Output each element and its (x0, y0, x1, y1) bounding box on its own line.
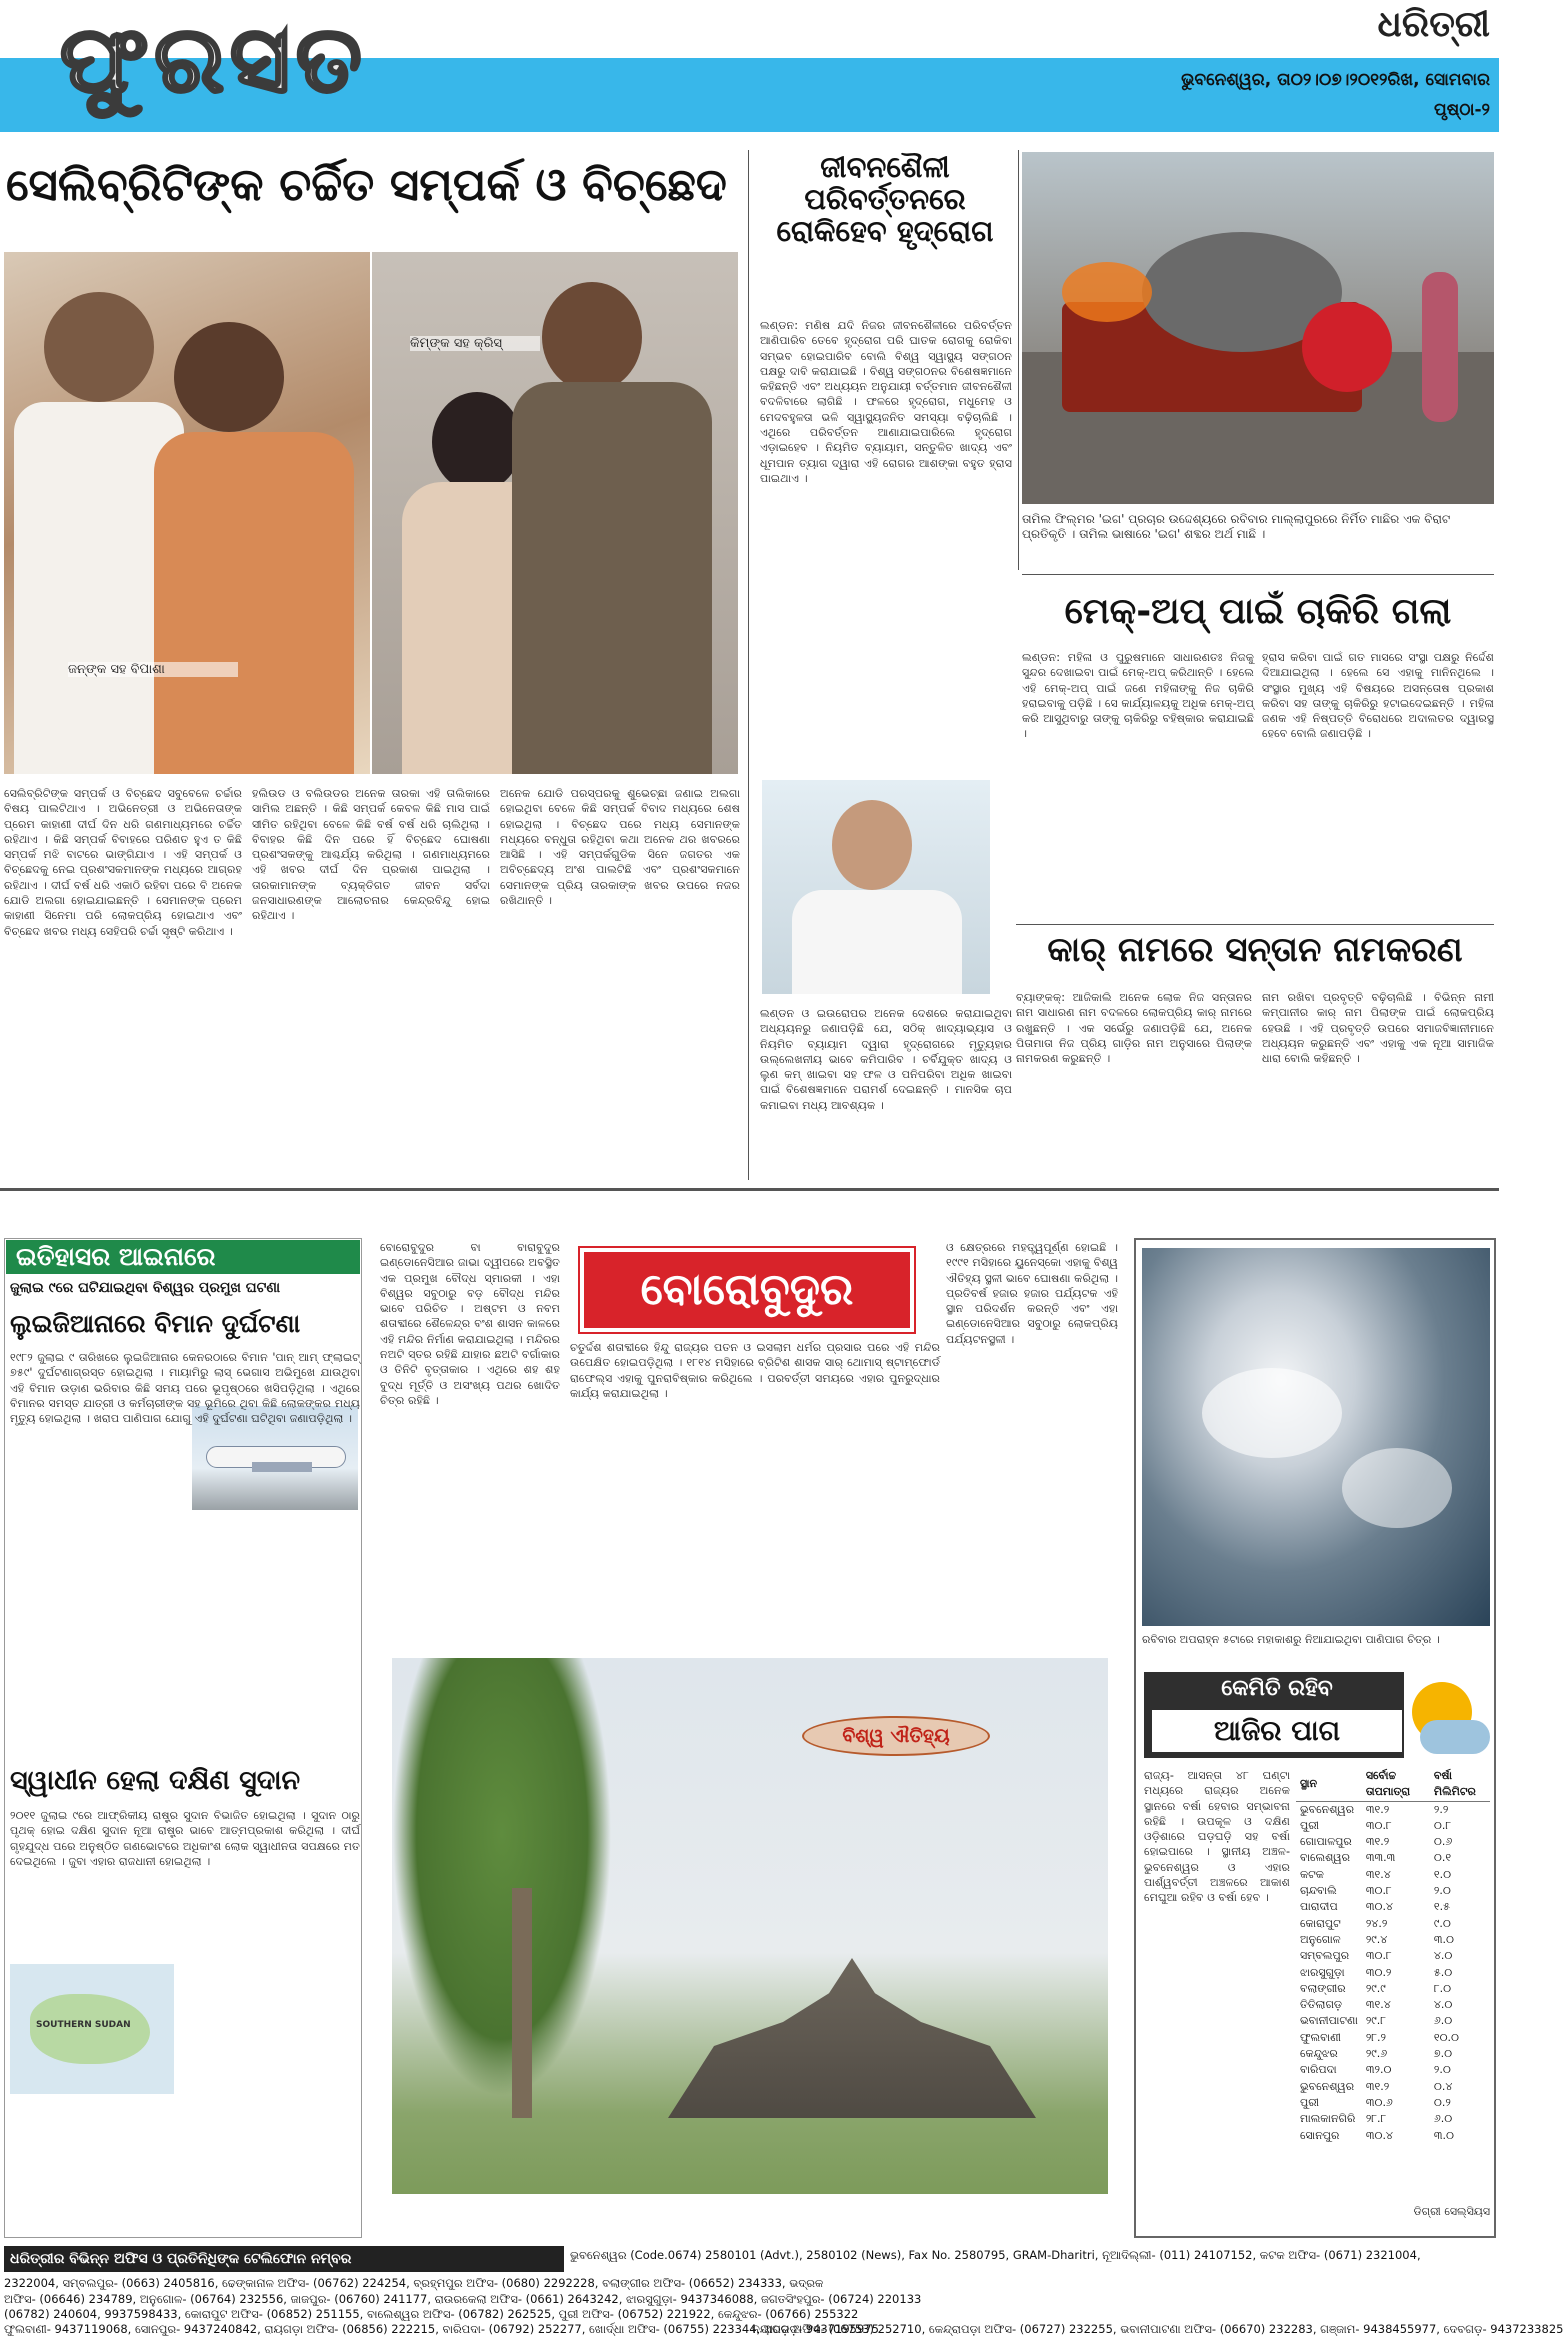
weather-cell-rainfall: ୪.୦ (1433, 1998, 1453, 2012)
person-head-shape-4 (542, 282, 642, 392)
weather-row (1296, 2095, 1490, 2111)
weather-cell-place: ଗୋପାଳପୁର (1300, 1835, 1352, 1849)
weather-cell-place: ବାଲେଶ୍ୱର (1300, 1851, 1350, 1865)
weather-cell-rainfall: ୨.୦ (1433, 2063, 1451, 2077)
weather-row (1296, 1834, 1490, 1850)
person-head-shape (44, 292, 154, 402)
weather-cell-max-temp: ୨୯.୯ (1365, 1981, 1386, 1995)
weather-cell-place: ତିତିଲାଗଡ଼ (1300, 1998, 1343, 2012)
weather-cell-rainfall: ୪.୦ (1433, 1949, 1453, 1963)
table-header-max-temp: ସର୍ବୋଚ୍ଚ ତାପମାତ୍ରା (1362, 1768, 1430, 1801)
weather-row (1296, 2013, 1490, 2029)
weather-row (1296, 1948, 1490, 1964)
footer-line-2: 2322004, ସମ୍ବଲପୁର- (0663) 2405816, ଢେଙ୍କାନାଳ ଅଫିସ- (06762) 224254, ବ୍ରହ୍ମପୁର ଅଫିସ- (0680) 2292228, ବଲାଙ୍ଗୀର ଅଫିସ- (06652) 234333, ଭଦ୍ରକ (4, 2276, 824, 2290)
celebrity-body-col3: ଅନେକ ଯୋଡି ପରସ୍ପରକୁ ଶୁଭେଚ୍ଛା ଜଣାଇ ଅଲଗା ହୋଇଥିବା ବେଳେ କିଛି ସମ୍ପର୍କ ବିବାଦ ମଧ୍ୟରେ ଶେଷ ହୋଇଥିଲା । ବିଚ୍ଛେଦ ପରେ ମଧ୍ୟ ସେମାନଙ୍କ ମଧ୍ୟରେ ବନ୍ଧୁତା ରହିଥିବା କଥା ଅନେକ ଥର ଖବରରେ ଆସିଛି । ଏହି ସମ୍ପର୍କଗୁଡିକ ସିନେ ଜଗତର ଏକ ଅବିଚ୍ଛେଦ୍ୟ ଅଂଶ ପାଲଟିଛି ଏବଂ ପ୍ରଶଂସକମାନେ ସେମାନଙ୍କ ପ୍ରିୟ ତାରକାଙ୍କ ଖବର ଉପରେ ନଜର ରଖିଥାନ୍ତି । (500, 787, 740, 908)
weather-row (1296, 1867, 1490, 1883)
weather-cell-max-temp: ୩୩.୩ (1365, 1851, 1396, 1865)
weather-cell-place: ମାଲକାନଗିରି (1300, 2112, 1356, 2126)
weather-cell-place: କେନ୍ଦୁଝର (1300, 2047, 1338, 2061)
borobudur-col3: ଓ କ୍ଷେତ୍ରରେ ମହତ୍ତ୍ୱପୂର୍ଣ୍ଣ ହୋଇଛି । ୧୯୯୧ ମସିହାରେ ୟୁନେସ୍କୋ ଏହାକୁ ବିଶ୍ୱ ଐତିହ୍ୟ ସ୍ଥଳୀ ଭାବେ ଘୋଷଣା କରିଥିଲା । ପ୍ରତିବର୍ଷ ହଜାର ହଜାର ପର୍ଯ୍ୟଟକ ଏହି ସ୍ଥାନ ପରିଦର୍ଶନ କରନ୍ତି ଏବଂ ଏହା ଇଣ୍ଡୋନେସିଆର ସବୁଠାରୁ ଲୋକପ୍ରିୟ ପର୍ଯ୍ୟଟନସ୍ଥଳୀ । (946, 1241, 1118, 1346)
weather-cell-max-temp: ୨୮.୮ (1365, 2112, 1387, 2126)
column-divider-2 (1018, 150, 1019, 570)
weather-cell-rainfall: ୦.୨ (1433, 2095, 1451, 2109)
weather-cell-rainfall: ୦.୮ (1433, 1818, 1452, 1832)
weather-row (1296, 1850, 1490, 1866)
weather-cell-rainfall: ୫.୦ (1433, 1965, 1453, 1979)
photo1-caption: ଜନ୍‌ଙ୍କ ସହ ବିପାଶା (68, 662, 238, 677)
footer-line-6: ନୟାଗଡ଼ ଅଫିସ- (06753) 252710, କେନ୍ଦ୍ରାପଡ଼ା ଅଫିସ- (06727) 232255, ଭବାନୀପାଟଣା ଅଫିସ- (06670) 232283, ଗଞ୍ଜାମ- 9438455977, ଦେବଗଡ଼- 9437233825 (752, 2322, 1563, 2336)
cloud-icon (1420, 1720, 1490, 1754)
footer-title: ଧରିତ୍ରୀର ବିଭିନ୍ନ ଅଫିସ ଓ ପ୍ରତିନିଧିଙ୍କ ଟେଲିଫୋନ ନମ୍ବର (4, 2246, 564, 2272)
weather-cell-rainfall: ୭.୦ (1433, 2047, 1453, 2061)
photo2-caption: କିମ୍‌ଙ୍କ ସହ କ୍ରିସ୍ (410, 336, 540, 351)
weather-cell-rainfall: ୧.୫ (1433, 1900, 1450, 1914)
horizontal-separator (0, 1188, 1499, 1191)
weather-cell-rainfall: ୬.୦ (1433, 2112, 1453, 2126)
car-headline: କାର୍ ନାମରେ ସନ୍ତାନ ନାମକରଣ (1047, 930, 1463, 970)
borobudur-photo (392, 1658, 1108, 2194)
map-label: SOUTHERN SUDAN (36, 2020, 131, 2030)
weather-title-big: ଆଜିର ପାଗ (1152, 1710, 1402, 1752)
fly-wing-shape (1062, 262, 1152, 322)
weather-cell-max-temp: ୩୦.୬ (1365, 2095, 1393, 2109)
footer-line-1: ଭୁବନେଶ୍ୱର (Code.0674) 2580101 (Advt.), 2580102 (News), Fax No. 2580795, GRAM-Dharitri, ନୂଆଦିଲ୍ଲୀ- (011) 24107152, କଟକ ଅଫିସ- (0671) 2321004, (570, 2248, 1421, 2262)
weather-row (1296, 2062, 1490, 2078)
weather-unit-note: ଡିଗ୍ରୀ ସେଲ୍‌ସିୟସ (1413, 2205, 1490, 2218)
patient-head-shape (832, 800, 912, 890)
heart-patient-photo (762, 780, 990, 994)
weather-row (1296, 1883, 1490, 1899)
weather-cell-max-temp: ୩୧.୪ (1365, 1867, 1391, 1881)
weather-cell-rainfall: ୩.୦ (1433, 1932, 1454, 1946)
celebrity-body-col1: ସେଲିବ୍ରିଟିଙ୍କ ସମ୍ପର୍କ ଓ ବିଚ୍ଛେଦ ସବୁବେଳେ ଚର୍ଚ୍ଚାର ବିଷୟ ପାଲଟିଥାଏ । ଅଭିନେତ୍ରୀ ଓ ଅଭିନେତାଙ୍କ ପ୍ରେମ କାହାଣୀ ଦୀର୍ଘ ଦିନ ଧରି ଗଣମାଧ୍ୟମରେ ଚର୍ଚ୍ଚିତ ରହିଥାଏ । କିଛି ସମ୍ପର୍କ ବିବାହରେ ପରିଣତ ହୁଏ ତ କିଛି ସମ୍ପର୍କ ମଝି ବାଟରେ ଭାଙ୍ଗିଯାଏ । ଏହି ସମ୍ପର୍କ ଓ ବିଚ୍ଛେଦକୁ ନେଇ ପ୍ରଶଂସକମାନଙ୍କ ମଧ୍ୟରେ ଆଗ୍ରହ ରହିଥାଏ । ଦୀର୍ଘ ବର୍ଷ ଧରି ଏକାଠି ରହିବା ପରେ ବି ଅନେକ ଯୋଡି ଅଲଗା ହୋଇଯାଇଛନ୍ତି । ସେମାନଙ୍କ ପ୍ରେମ କାହାଣୀ ସିନେମା ପରି ଲୋକପ୍ରିୟ ହୋଇଥାଏ ଏବଂ ବିଚ୍ଛେଦ ଖବର ମଧ୍ୟ ସେହିପରି ଚର୍ଚ୍ଚା ସୃଷ୍ଟି କରିଥାଏ । (4, 787, 242, 938)
section-divider (1022, 574, 1494, 575)
weather-row (1296, 1932, 1490, 1948)
satellite-image (1142, 1248, 1490, 1626)
weather-cell-place: ପାରାଦୀପ (1300, 1900, 1338, 1914)
weather-row (1296, 2128, 1490, 2144)
weather-table-body (1296, 1801, 1490, 2144)
table-header-rainfall: ବର୍ଷା ମିଲିମିଟର (1430, 1768, 1490, 1801)
weather-cell-max-temp: ୩୧.୪ (1365, 1998, 1391, 2012)
weather-cell-place: ଅନୁଗୋଳ (1300, 1932, 1341, 1946)
heart-body-2: ଲଣ୍ଡନ ଓ ଇଉରୋପର ଅନେକ ଦେଶରେ କରାଯାଇଥିବା ଅଧ୍ୟୟନରୁ ଜଣାପଡ଼ିଛି ଯେ, ସଠିକ୍ ଖାଦ୍ୟାଭ୍ୟାସ ଓ ନିୟମିତ ବ୍ୟାୟାମ ଦ୍ୱାରା ହୃଦ୍‌ରୋଗରେ ମୃତ୍ୟୁହାର ଉଲ୍ଲେଖନୀୟ ଭାବେ କମିପାରିବ । ଚର୍ବିଯୁକ୍ତ ଖାଦ୍ୟ ଓ ଲୁଣ କମ୍ ଖାଇବା ସହ ଫଳ ଓ ପନିପରିବା ଅଧିକ ଖାଇବା ପାଇଁ ବିଶେଷଜ୍ଞମାନେ ପରାମର୍ଶ ଦେଇଛନ୍ତି । ମାନସିକ ଚାପ କମାଇବା ମଧ୍ୟ ଆବଶ୍ୟକ । (760, 1007, 1012, 1112)
weather-table (1296, 1768, 1490, 2144)
weather-cell-rainfall: ୨.୦ (1433, 1884, 1451, 1898)
saree-shape (154, 432, 354, 774)
weather-row (1296, 1965, 1490, 1981)
weather-cell-max-temp: ୨୯.୬ (1365, 2047, 1388, 2061)
weather-cell-max-temp: ୩୦.୮ (1365, 1818, 1392, 1832)
weather-row (1296, 2046, 1490, 2062)
weather-row (1296, 1916, 1490, 1932)
weather-cell-max-temp: ୩୧.୨ (1365, 1835, 1390, 1849)
makeup-headline: ମେକ୍-ଅପ୍ ପାଇଁ ଚାକିରି ଗଲା (1064, 591, 1452, 632)
table-header-place: ସ୍ଥାନ (1296, 1768, 1362, 1801)
person-head-shape-2 (174, 322, 284, 432)
weather-cell-max-temp: ୩୧.୨ (1365, 2079, 1390, 2093)
weather-cell-place: ପୁରୀ (1300, 1818, 1319, 1832)
page-number: ପୃଷ୍ଠା-୨ (1434, 100, 1490, 120)
weather-row (1296, 1899, 1490, 1915)
weather-cell-place: ଭୁବନେଶ୍ୱର (1300, 1802, 1355, 1816)
weather-cell-place: ଭୁବନେଶ୍ୱର (1300, 2079, 1355, 2093)
person-head-shape-3 (432, 392, 522, 492)
weather-row (1296, 2030, 1490, 2046)
weather-cell-place: କଟକ (1300, 1867, 1324, 1881)
weather-cell-place: ଭବାନୀପାଟଣା (1300, 2014, 1358, 2028)
car-body-col2: ନାମ ରଖିବା ପ୍ରବୃତ୍ତି ବଢ଼ିଚାଲିଛି । ବିଭିନ୍ନ ନାମୀ କମ୍ପାନୀର କାର୍ ନାମ ପିଲାଙ୍କ ପାଇଁ ଲୋକପ୍ରିୟ ହେଉଛି । ଏହି ପ୍ରବୃତ୍ତି ଉପରେ ସମାଜବିଜ୍ଞାନୀମାନେ ଅଧ୍ୟୟନ କରୁଛନ୍ତି ଏବଂ ଏହାକୁ ଏକ ନୂଆ ସାମାଜିକ ଧାରା ବୋଲି କହିଛନ୍ତି । (1262, 991, 1494, 1066)
weather-row (1296, 2111, 1490, 2127)
weather-cell-rainfall: ୦.୪ (1433, 2079, 1453, 2093)
weather-cell-rainfall: ୧.୦ (1433, 1867, 1452, 1881)
car-body-col1: ବ୍ୟାଙ୍କକ୍: ଆଜିକାଲି ଅନେକ ଲୋକ ନିଜ ସନ୍ତାନର ନାମ ସାଧାରଣ ନାମ ବଦଳରେ ଲୋକପ୍ରିୟ କାର୍ ନାମରେ ରଖୁଛନ୍ତି । ଏକ ସର୍ଭେରୁ ଜଣାପଡ଼ିଛି ଯେ, ଅନେକ ପିତାମାତା ନିଜ ପ୍ରିୟ ଗାଡ଼ିର ନାମ ଅନୁସାରେ ପିଲାଙ୍କ ନାମକରଣ କରୁଛନ୍ତି । (1016, 991, 1252, 1066)
weather-cell-max-temp: ୩୦.୪ (1365, 1900, 1393, 1914)
celebrity-headline: ସେଲିବ୍ରିଟିଙ୍କ ଚର୍ଚ୍ଚିତ ସମ୍ପର୍କ ଓ ବିଚ୍ଛେଦ (6, 158, 727, 211)
weather-cell-rainfall: ୨.୨ (1433, 1802, 1449, 1816)
celebrity-photo-1 (4, 252, 370, 774)
heart-body-1: ଲଣ୍ଡନ: ମଣିଷ ଯଦି ନିଜର ଜୀବନଶୈଳୀରେ ପରିବର୍ତ୍ତନ ଆଣିପାରିବ ତେବେ ହୃଦ୍‌ରୋଗ ପରି ଘାତକ ରୋଗକୁ ରୋକିବା ସମ୍ଭବ ହୋଇପାରିବ ବୋଲି ବିଶ୍ୱ ସ୍ୱାସ୍ଥ୍ୟ ସଙ୍ଗଠନ ପକ୍ଷରୁ ଦାବି କରାଯାଇଛି । ବିଶ୍ୱ ସଙ୍ଗଠନର ବିଶେଷଜ୍ଞମାନେ କହିଛନ୍ତି ଏବଂ ଅଧ୍ୟୟନ ଅନୁଯାୟୀ ବର୍ତ୍ତମାନ ଜୀବନଶୈଳୀ ବଦଳିବାରେ ଲାଗିଛି । ଫଳରେ ହୃଦ୍‌ରୋଗ, ମଧୁମେହ ଓ ମେଦବହୁଳତା ଭଳି ସ୍ୱାସ୍ଥ୍ୟଜନିତ ସମସ୍ୟା ବଢ଼ିଚାଲିଛି । ଏଥିରେ ପରିବର୍ତ୍ତନ ଆଣାଯାଇପାରିଲେ ହୃଦ୍‌ରୋଗ ଏଡ଼ାଇହେବ । ନିୟମିତ ବ୍ୟାୟାମ, ସନ୍ତୁଳିତ ଖାଦ୍ୟ ଏବଂ ଧୂମପାନ ତ୍ୟାଗ ଦ୍ୱାରା ଏହି ରୋଗର ଆଶଙ୍କା ବହୁତ ହ୍ରାସ ପାଇଥାଏ । (760, 319, 1012, 485)
weather-cell-max-temp: ୨୮.୨ (1365, 2030, 1387, 2044)
cloud-mass-shape-2 (1342, 1448, 1452, 1528)
weather-cell-max-temp: ୩୨.୦ (1365, 2063, 1392, 2077)
heart-headline: ଜୀବନଶୈଳୀ ପରିବର୍ତ୍ତନରେ ରୋକିହେବ ହୃଦ୍‌ରୋଗ (776, 150, 994, 248)
tree-trunk-shape (512, 1888, 532, 2118)
footer-line-4: (06782) 240604, 9937598433, କୋରାପୁଟ ଅଫିସ- (06852) 251155, ବାଲେଶ୍ୱର ଅଫିସ- (06782) 262525, ପୁରୀ ଅଫିସ- (06752) 221922, କେନ୍ଦୁଝର- (06766) 255322 (4, 2307, 859, 2321)
column-divider (748, 150, 749, 1180)
suit-shape (512, 382, 712, 774)
weather-cell-rainfall: ୦.୧ (1433, 1851, 1452, 1865)
history-headline-1: ଲୁଇଜିଆନାରେ ବିମାନ ଦୁର୍ଘଟଣା (10, 1309, 301, 1338)
fly-eye-shape (1302, 302, 1392, 392)
weather-cell-place: ପୁରୀ (1300, 2095, 1319, 2109)
patient-shirt-shape (792, 890, 962, 994)
weather-cell-rainfall: ୩.୦ (1433, 2128, 1454, 2142)
bystander-shape (1422, 272, 1458, 422)
weather-row (1296, 1801, 1490, 1818)
weather-row (1296, 2079, 1490, 2095)
weather-cell-place: ସମ୍ବଲପୁର (1300, 1949, 1350, 1963)
history-headline-2: ସ୍ୱାଧୀନ ହେଲା ଦକ୍ଷିଣ ସୁଦାନ (10, 1765, 301, 1796)
weather-cell-place: ବଲାଙ୍ଗୀର (1300, 1981, 1346, 1995)
footer-line-3: ଅଫିସ- (06646) 234789, ଅନୁଗୋଳ- (06764) 232556, ଜାଜପୁର- (06760) 241177, ରାଉରକେଲା ଅଫିସ- (0661) 2643242, ଝାରସୁଗୁଡ଼ା- 9437346088, ଜଗତସିଂହପୁର- (06724) 220133 (4, 2292, 922, 2306)
borobudur-col2: ଚତୁର୍ଦ୍ଦଶ ଶତାବ୍ଦୀରେ ହିନ୍ଦୁ ରାଜ୍ୟର ପତନ ଓ ଇସଲାମ ଧର୍ମର ପ୍ରସାର ପରେ ଏହି ମନ୍ଦିର ଉପେକ୍ଷିତ ହୋଇପଡ଼ିଥିଲା । ୧୮୧୪ ମସିହାରେ ବ୍ରିଟିଶ ଶାସକ ସାର୍ ଥୋମାସ୍ ଷ୍ଟାମ୍ଫୋର୍ଡ ରାଫେଲ୍‌ସ ଏହାକୁ ପୁନରାବିଷ୍କାର କରିଥିଲେ । ପରବର୍ତ୍ତୀ ସମୟରେ ଏହାର ପୁନରୁଦ୍ଧାର କାର୍ଯ୍ୟ କରାଯାଇଥିଲା । (570, 1341, 940, 1400)
weather-cell-rainfall: ୧୦.୦ (1433, 2030, 1460, 2044)
tree-canopy-shape (392, 1658, 612, 2098)
borobudur-col1: ବୋରୋବୁଦୁର ବା ବାରାବୁଦୁର ଇଣ୍ଡୋନେସିଆର ଜାଭା ଦ୍ୱୀପରେ ଅବସ୍ଥିତ ଏକ ପ୍ରମୁଖ ବୌଦ୍ଧ ସ୍ମାରକୀ । ଏହା ବିଶ୍ୱର ସବୁଠାରୁ ବଡ଼ ବୌଦ୍ଧ ମନ୍ଦିର ଭାବେ ପରିଚିତ । ଅଷ୍ଟମ ଓ ନବମ ଶତାବ୍ଦୀରେ ଶୈଳେନ୍ଦ୍ର ବଂଶ ଶାସନ କାଳରେ ଏହି ମନ୍ଦିର ନିର୍ମାଣ କରାଯାଇଥିଲା । ମନ୍ଦିରର ନଅଟି ସ୍ତର ରହିଛି ଯାହାର ଛଅଟି ବର୍ଗାକାର ଓ ତିନିଟି ବୃତ୍ତାକାର । ଏଥିରେ ଶହ ଶହ ବୁଦ୍ଧ ମୂର୍ତ୍ତି ଓ ଅସଂଖ୍ୟ ପଥର ଖୋଦିତ ଚିତ୍ର ରହିଛି । (380, 1241, 560, 1407)
makeup-body-col2: ହ୍ରାସ କରିବା ପାଇଁ ଗତ ମାସରେ ସଂସ୍ଥା ପକ୍ଷରୁ ନିର୍ଦ୍ଦେଶ ଦିଆଯାଇଥିଲା । ହେଲେ ସେ ଏହାକୁ ମାନିନଥିଲେ । ସଂସ୍ଥାର ମୁଖ୍ୟ ଏହି ବିଷୟରେ ଅସନ୍ତୋଷ ପ୍ରକାଶ କରିବା ସହ ତାଙ୍କୁ ଚାକିରିରୁ ହଟାଇଦେଇଛନ୍ତି । ମହିଳା ଜଣକ ଏହି ନିଷ୍ପତ୍ତି ବିରୋଧରେ ଅଦାଲତର ଦ୍ୱାରସ୍ଥ ହେବେ ବୋଲି ଜଣାପଡ଼ିଛି । (1262, 651, 1494, 741)
makeup-body-col1: ଲଣ୍ଡନ: ମହିଳା ଓ ପୁରୁଷମାନେ ସାଧାରଣତଃ ନିଜକୁ ସୁନ୍ଦର ଦେଖାଇବା ପାଇଁ ମେକ୍-ଅପ୍ କରିଥାନ୍ତି । ହେଲେ ଏହି ମେକ୍-ଅପ୍ ପାଇଁ ଜଣେ ମହିଳାଙ୍କୁ ନିଜ ଚାକିରି ହରାଇବାକୁ ପଡ଼ିଛି । ସେ କାର୍ଯ୍ୟାଳୟକୁ ଅଧିକ ମେକ୍-ଅପ୍ କରି ଆସୁଥିବାରୁ ତାଙ୍କୁ ଚାକିରିରୁ ବହିଷ୍କାର କରାଯାଇଛି । (1022, 651, 1254, 741)
weather-cell-rainfall: ୬.୦ (1433, 2014, 1453, 2028)
weather-cell-max-temp: ୨୪.୨ (1365, 1916, 1388, 1930)
world-heritage-badge: ବିଶ୍ୱ ଐତିହ୍ୟ (802, 1716, 990, 1756)
celebrity-photo-2 (372, 252, 738, 774)
weather-row (1296, 1818, 1490, 1834)
weather-cell-max-temp: ୩୦.୪ (1365, 2128, 1393, 2142)
weather-cell-max-temp: ୩୦.୨ (1365, 1965, 1392, 1979)
weather-row (1296, 1997, 1490, 2013)
weather-forecast: ରାଜ୍ୟ- ଆସନ୍ତା ୪୮ ଘଣ୍ଟା ମଧ୍ୟରେ ରାଜ୍ୟର ଅନେକ ସ୍ଥାନରେ ବର୍ଷା ହେବାର ସମ୍ଭାବନା ରହିଛି । ଉପକୂଳ ଓ ଦକ୍ଷିଣ ଓଡ଼ିଶାରେ ଘଡ଼ଘଡ଼ି ସହ ବର୍ଷା ହୋଇପାରେ । ସ୍ଥାନୀୟ ଅଞ୍ଚଳ- ଭୁବନେଶ୍ୱର ଓ ଏହାର ପାର୍ଶ୍ୱବର୍ତ୍ତୀ ଅଞ୍ଚଳରେ ଆକାଶ ମେଘୁଆ ରହିବ ଓ ବର୍ଷା ହେବ । (1144, 1769, 1290, 1905)
history-text-1: ୧୯୮୨ ଜୁଲାଇ ୯ ତାରିଖରେ ଲୁଇଜିଆନାର କେନରଠାରେ ବିମାନ 'ପାନ୍ ଆମ୍ ଫ୍ଲାଇଟ୍ ୭୫୯' ଦୁର୍ଘଟଣାଗ୍ରସ୍ତ ହୋଇଥିଲା । ମାୟାମିରୁ ଲାସ୍ ଭେଗାସ ଅଭିମୁଖେ ଯାଉଥିବା ଏହି ବିମାନ ଉଡ଼ାଣ ଭରିବାର କିଛି ସମୟ ପରେ ଭୂପୃଷ୍ଠରେ ଖସିପଡ଼ିଥିଲା । ଏଥିରେ ବିମାନର ସମସ୍ତ ଯାତ୍ରୀ ଓ କର୍ମଚାରୀଙ୍କ ସହ ଭୂମିରେ ଥିବା କିଛି ଲୋକଙ୍କର ମଧ୍ୟ ମୃତ୍ୟୁ ହୋଇଥିଲା । ଖରାପ ପାଣିପାଗ ଯୋଗୁ ଏହି ଦୁର୍ଘଟଣା ଘଟିଥିବା ଜଣାପଡ଼ିଥିଲା । (10, 1351, 360, 1426)
satellite-caption: ରବିବାର ଅପରାହ୍ନ ୫ଟାରେ ମହାକାଶରୁ ନିଆଯାଇଥିବା ପାଣିପାଗ ଚିତ୍ର । (1142, 1633, 1440, 1646)
weather-cell-place: ଚାନ୍ଦବାଲି (1300, 1884, 1337, 1898)
weather-cell-place: ଫୁଲବାଣୀ (1300, 2030, 1341, 2044)
weather-cell-rainfall: ୮.୦ (1433, 1981, 1452, 1995)
weather-cell-max-temp: ୩୦.୮ (1365, 1884, 1392, 1898)
weather-table-wrap (1296, 1768, 1490, 2194)
weather-cell-max-temp: ୩୧.୨ (1365, 1802, 1390, 1816)
weather-cell-max-temp: ୨୯.୪ (1365, 1932, 1388, 1946)
borobudur-title: ବୋରୋବୁଦୁର (580, 1248, 914, 1332)
section-title: ଫୁରସତ (60, 6, 368, 113)
section-divider-2 (1016, 924, 1494, 925)
weather-title-small: କେମିତି ରହିବ (1221, 1676, 1333, 1701)
history-bar: ଇତିହାସର ଆଇନାରେ (6, 1240, 360, 1274)
weather-cell-place: କୋରାପୁଟ (1300, 1916, 1341, 1930)
sudan-map (10, 1964, 174, 2094)
weather-cell-place: ବାରିପଦା (1300, 2063, 1337, 2077)
cloud-mass-shape (1202, 1368, 1342, 1458)
fly-caption: ତାମିଲ ଫିଲ୍ମର 'ଇଗ' ପ୍ରଚାର ଉଦ୍ଦେଶ୍ୟରେ ରବିବାର ମାଲ୍ଲାପୁରରେ ନିର୍ମିତ ମାଛିର ଏକ ବିରାଟ ପ୍ରତିକୃତି । ତାମିଲ ଭାଷାରେ 'ଇଗ' ଶବ୍ଦର ଅର୍ଥ ମାଛି । (1022, 512, 1451, 541)
footer-line-5: ଫୁଲବାଣୀ- 9437119068, ସୋନପୁର- 9437240842, ରାୟଗଡ଼ା ଅଫିସ- (06856) 222215, ବାରିପଦା- (06792) 252277, ଖୋର୍ଦ୍ଧା ଅଫିସ- (06755) 223344, ଅଠଗଡ଼- 9437195975 (4, 2322, 879, 2336)
temple-shape (622, 1958, 1082, 2118)
newspaper-name: ଧରିତ୍ରୀ (1377, 4, 1490, 45)
history-subtitle: ଜୁଲାଇ ୯ରେ ଘଟିଯାଇଥିବା ବିଶ୍ୱର ପ୍ରମୁଖ ଘଟଣା (10, 1280, 281, 1296)
weather-cell-max-temp: ୩୦.୮ (1365, 1949, 1392, 1963)
weather-cell-place: ଝାରସୁଗୁଡ଼ା (1300, 1965, 1345, 1979)
weather-cell-rainfall: ୯.୦ (1433, 1916, 1451, 1930)
weather-cell-rainfall: ୦.୬ (1433, 1835, 1453, 1849)
history-text-2: ୨୦୧୧ ଜୁଲାଇ ୯ରେ ଆଫ୍ରିକୀୟ ରାଷ୍ଟ୍ର ସୁଦାନ ବିଭାଜିତ ହୋଇଥିଲା । ସୁଦାନ ଠାରୁ ପୃଥକ୍ ହୋଇ ଦକ୍ଷିଣ ସୁଦାନ ନୂଆ ରାଷ୍ଟ୍ର ଭାବେ ଆତ୍ମପ୍ରକାଶ କରିଥିଲା । ଦୀର୍ଘ ଗୃହଯୁଦ୍ଧ ପରେ ଅନୁଷ୍ଠିତ ଗଣଭୋଟରେ ଅଧିକାଂଶ ଲୋକ ସ୍ୱାଧୀନତା ସପକ୍ଷରେ ମତ ଦେଇଥିଲେ । ଜୁବା ଏହାର ରାଜଧାନୀ ହୋଇଥିଲା । (10, 1809, 360, 1868)
dateline: ଭୁବନେଶ୍ୱର, ତା୦୨।୦୭।୨୦୧୨ରିଖ, ସୋମବାର (1181, 70, 1490, 90)
celebrity-body-col2: ହଲିଉଡ ଓ ବଲିଉଡର ଅନେକ ତାରକା ଏହି ତାଲିକାରେ ସାମିଲ ଅଛନ୍ତି । କିଛି ସମ୍ପର୍କ କେବଳ କିଛି ମାସ ପାଇଁ ସୀମିତ ରହିଥିବା ବେଳେ କିଛି ବର୍ଷ ବର୍ଷ ଧରି ଚାଲିଥିଲା । ବିବାହର କିଛି ଦିନ ପରେ ହିଁ ବିଚ୍ଛେଦ ଘୋଷଣା ପ୍ରଶଂସକଙ୍କୁ ଆଶ୍ଚର୍ଯ୍ୟ କରିଥିଲା । ଗଣମାଧ୍ୟମରେ ଏହି ଖବର ଦୀର୍ଘ ଦିନ ପ୍ରକାଶ ପାଇଥିଲା । ତାରକାମାନଙ୍କ ବ୍ୟକ୍ତିଗତ ଜୀବନ ସର୍ବଦା ଜନସାଧାରଣଙ୍କ ଆଲୋଚନାର କେନ୍ଦ୍ରବିନ୍ଦୁ ହୋଇ ରହିଥାଏ । (252, 787, 490, 923)
weather-row (1296, 1981, 1490, 1997)
weather-cell-max-temp: ୨୯.୮ (1365, 2014, 1387, 2028)
fly-sculpture-photo (1022, 152, 1494, 504)
weather-cell-place: ସୋନପୁର (1300, 2128, 1340, 2142)
